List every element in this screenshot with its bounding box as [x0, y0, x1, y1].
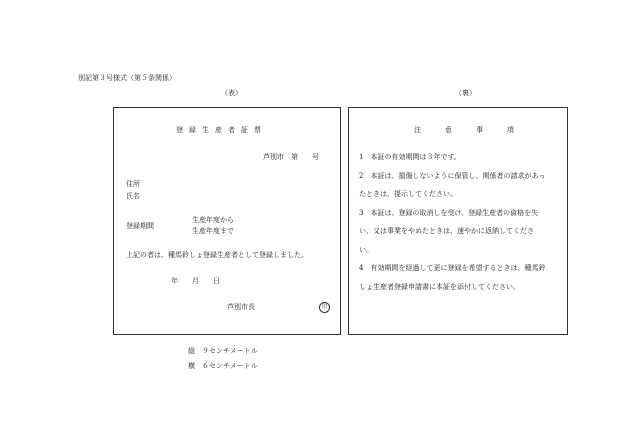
city-number: 芦別市 第 号	[263, 153, 319, 161]
period-to: 生産年度まで	[192, 227, 234, 235]
front-title: 登録生産者証票	[176, 126, 267, 134]
note-line: しょ生産者登録申請書に本証を添付してください。	[359, 282, 520, 291]
period-label: 登録期間	[126, 222, 154, 230]
note-line: 1 本証の有効期間は３年です。	[359, 153, 461, 161]
note-line: 4 有効期間を経過して更に登録を希望するときは、種馬鈴	[359, 264, 546, 272]
name-label: 氏名	[126, 192, 140, 200]
seal-icon: 印	[319, 302, 330, 313]
issue-date: 年 月 日	[171, 277, 220, 285]
note-line: い。	[359, 245, 373, 254]
back-title: 注意事項	[414, 126, 538, 134]
back-label: （裏）	[455, 89, 476, 97]
note-line: 2 本証は、損傷しないように保管し、関係者の請求があっ	[359, 171, 546, 180]
note-line: たときは、提示してください。	[359, 190, 457, 198]
registration-statement: 上記の者は、種馬鈴しょ登録生産者として登録しました。	[126, 251, 308, 259]
form-title: 別記第３号様式（第５条関係）	[78, 74, 176, 82]
address-label: 住所	[126, 180, 140, 188]
width-spec: 横 ６センチメートル	[188, 362, 258, 370]
front-label: （表）	[221, 89, 242, 97]
back-card	[348, 107, 568, 335]
note-line: 3 本証は、登録の取消しを受け、登録生産者の資格を失	[359, 208, 539, 217]
mayor-label: 芦別市長	[227, 303, 255, 311]
height-spec: 縦 ９センチメートル	[188, 347, 258, 355]
front-card	[113, 107, 341, 335]
period-from: 生産年度から	[192, 216, 234, 224]
note-line: い、又は事業をやめたときは、速やかに返納してくださ	[359, 227, 534, 235]
